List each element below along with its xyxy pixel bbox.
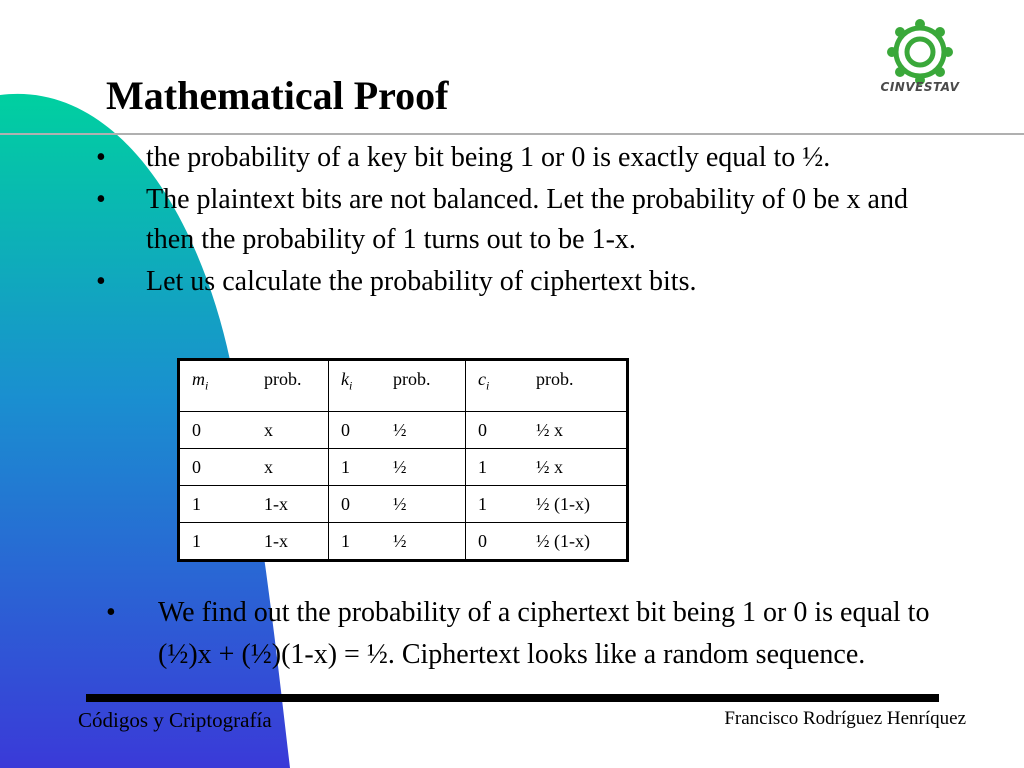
bullet-text: We find out the probability of a ciphertext bit being 1 or 0 is equal to (½)x + (½)(1-x) = ½. Ciphertext looks like a random sequence.: [158, 597, 930, 670]
header-cell: $k_i$ prob.: [329, 360, 466, 412]
bullet-symbol: •: [96, 142, 106, 173]
footer-rule: [86, 694, 939, 702]
table-cell: 1 1-x: [179, 486, 329, 523]
bullet-text: The plaintext bits are not balanced. Let the probability of 0 be x and then the probability of 1 turns out to be 1-x.: [146, 184, 908, 255]
table-cell: 1 ½: [329, 449, 466, 486]
table-cell: 0 ½ x: [466, 412, 628, 449]
table-cell: 1 ½ (1-x): [466, 486, 628, 523]
bullet-symbol: •: [96, 266, 106, 297]
bullet-item: [106, 592, 966, 676]
table-cell: 0 x: [179, 449, 329, 486]
top-bullet-list: [96, 138, 956, 304]
footer-author: Francisco Rodríguez Henríquez: [724, 708, 966, 729]
slide-title: Mathematical Proof: [106, 73, 449, 118]
table-cell: 0 ½ (1-x): [466, 523, 628, 561]
cinvestav-logo-icon: [872, 18, 968, 108]
bullet-text: the probability of a key bit being 1 or 0 is exactly equal to ½.: [146, 142, 831, 173]
bullet-text: Let us calculate the probability of ciphertext bits.: [146, 266, 697, 297]
table-cell: 1 ½ x: [466, 449, 628, 486]
logo-text: CINVESTAV: [880, 80, 960, 94]
table-row: [179, 449, 628, 486]
table-cell: 0 ½: [329, 486, 466, 523]
bullet-item: [96, 180, 956, 260]
table-row: [179, 412, 628, 449]
probability-table: [177, 358, 629, 562]
bullet-symbol: •: [96, 184, 106, 215]
footer-course-title: Códigos y Criptografía: [78, 708, 272, 732]
table-header-row: [179, 360, 628, 412]
bullet-item: [96, 138, 956, 178]
bottom-bullet-list: [106, 592, 966, 678]
header-cell: $c_i$ prob.: [466, 360, 628, 412]
table-cell: 0 x: [179, 412, 329, 449]
table-cell: 0 ½: [329, 412, 466, 449]
bullet-item: [96, 262, 956, 302]
table-row: [179, 486, 628, 523]
header-cell: $m_i$ prob.: [179, 360, 329, 412]
table-cell: 1 1-x: [179, 523, 329, 561]
table-cell: 1 ½: [329, 523, 466, 561]
bullet-symbol: •: [106, 597, 116, 628]
table-row: [179, 523, 628, 561]
